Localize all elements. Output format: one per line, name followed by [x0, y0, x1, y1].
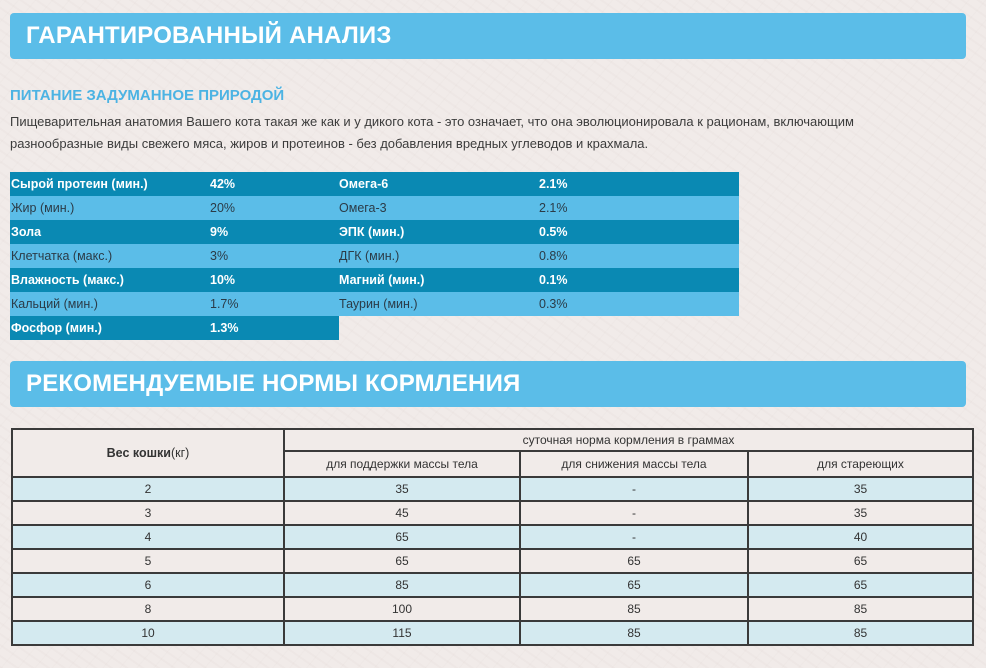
reduce-cell: 65	[520, 549, 748, 573]
maintain-column-header: для поддержки массы тела	[284, 451, 520, 477]
weight-cell: 3	[12, 501, 284, 525]
nutrient-value: 0.3%	[539, 297, 568, 311]
nutrient-value: 42%	[210, 177, 236, 191]
nutrient-value: 1.3%	[210, 321, 239, 335]
intro-line-1: Пищеварительная анатомия Вашего кота такая же как и у дикого кота - это означает, что она эволюционировала к рационам, включающим	[10, 114, 854, 129]
nutrient-name: Фосфор (мин.)	[11, 321, 102, 335]
nutrient-name: Жир (мин.)	[11, 201, 75, 215]
nutrient-name: Клетчатка (макс.)	[11, 249, 113, 263]
weight-cell: 10	[12, 621, 284, 645]
reduce-column-header: для снижения массы тела	[520, 451, 748, 477]
nutrient-value: 3%	[210, 249, 229, 263]
nutrient-name: Омега-6	[339, 177, 389, 191]
analysis-row	[10, 316, 339, 340]
nutrient-value: 20%	[210, 201, 236, 215]
analysis-row	[10, 220, 739, 244]
maintain-cell: 35	[284, 477, 520, 501]
analysis-section-banner: ГАРАНТИРОВАННЫЙ АНАЛИЗ	[10, 13, 966, 59]
nutrient-name: Омега-3	[339, 201, 387, 215]
analysis-row	[10, 292, 739, 316]
weight-header-label: Вес кошки	[106, 446, 171, 460]
maintain-cell: 85	[284, 573, 520, 597]
nutrient-value: 10%	[210, 273, 236, 287]
feeding-section-banner: РЕКОМЕНДУЕМЫЕ НОРМЫ КОРМЛЕНИЯ	[10, 361, 966, 407]
weight-cell: 2	[12, 477, 284, 501]
senior-cell: 65	[748, 549, 973, 573]
senior-cell: 85	[748, 621, 973, 645]
nutrient-name: Магний (мин.)	[339, 273, 425, 287]
maintain-cell: 115	[284, 621, 520, 645]
nutrient-value: 0.1%	[539, 273, 568, 287]
guaranteed-analysis-table	[10, 172, 739, 340]
table-row	[12, 501, 973, 525]
senior-column-header: для стареющих	[748, 451, 973, 477]
table-row	[12, 549, 973, 573]
reduce-cell: -	[520, 501, 748, 525]
reduce-cell: 65	[520, 573, 748, 597]
nutrient-name: ДГК (мин.)	[339, 249, 400, 263]
table-row	[12, 597, 973, 621]
nutrient-name: Кальций (мин.)	[11, 297, 98, 311]
nutrient-value: 0.8%	[539, 249, 568, 263]
senior-cell: 35	[748, 477, 973, 501]
nutrient-value: 1.7%	[210, 297, 239, 311]
reduce-cell: 85	[520, 597, 748, 621]
table-row	[12, 573, 973, 597]
maintain-cell: 65	[284, 525, 520, 549]
maintain-cell: 45	[284, 501, 520, 525]
intro-subtitle: ПИТАНИЕ ЗАДУМАННОЕ ПРИРОДОЙ	[10, 87, 285, 104]
table-row	[12, 525, 973, 549]
feeding-norms-table	[11, 428, 974, 646]
analysis-row	[10, 196, 739, 220]
daily-norm-header: суточная норма кормления в граммах	[284, 429, 973, 451]
senior-cell: 35	[748, 501, 973, 525]
weight-cell: 4	[12, 525, 284, 549]
nutrient-value: 2.1%	[539, 177, 568, 191]
senior-cell: 65	[748, 573, 973, 597]
nutrient-name: Сырой протеин (мин.)	[11, 177, 148, 191]
analysis-row	[10, 172, 739, 196]
reduce-cell: 85	[520, 621, 748, 645]
intro-text	[10, 111, 910, 155]
table-row	[12, 477, 973, 501]
weight-cell: 8	[12, 597, 284, 621]
weight-header-unit: (кг)	[170, 446, 190, 460]
analysis-row	[10, 244, 739, 268]
weight-header	[12, 429, 284, 477]
nutrient-name: Зола	[11, 225, 42, 239]
nutrient-value: 0.5%	[539, 225, 568, 239]
reduce-cell: -	[520, 525, 748, 549]
nutrient-name: Влажность (макс.)	[11, 273, 124, 287]
maintain-cell: 100	[284, 597, 520, 621]
nutrient-value: 2.1%	[539, 201, 568, 215]
senior-cell: 85	[748, 597, 973, 621]
nutrient-name: Таурин (мин.)	[339, 297, 418, 311]
intro-line-2: разнообразные виды свежего мяса, жиров и протеинов - без добавления вредных углеводов и крахмала.	[10, 136, 649, 151]
nutrient-value: 9%	[210, 225, 229, 239]
weight-cell: 5	[12, 549, 284, 573]
senior-cell: 40	[748, 525, 973, 549]
analysis-row	[10, 268, 739, 292]
weight-cell: 6	[12, 573, 284, 597]
maintain-cell: 65	[284, 549, 520, 573]
reduce-cell: -	[520, 477, 748, 501]
table-row	[12, 621, 973, 645]
nutrient-name: ЭПК (мин.)	[339, 225, 405, 239]
